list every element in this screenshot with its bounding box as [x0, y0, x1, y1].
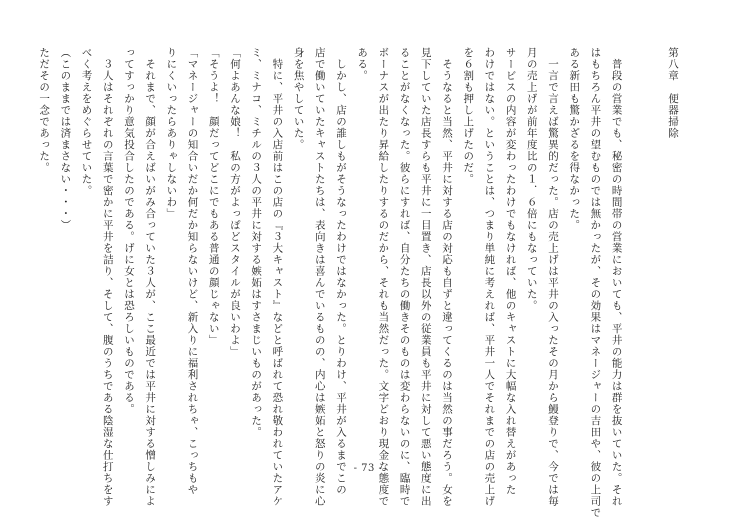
text-line: サービスの内容が変わったわけでもなければ、他のキャストに大幅な入れ替えがあった	[504, 47, 517, 496]
text-line: それまで、顔が合えばいがみ合っていた３人が、ここ最近では平井に対する憎しみによ	[144, 47, 157, 507]
blank-line	[627, 47, 648, 457]
dialogue-line: 「何よあんな娘！ 私の方がよっぽどスタイルが良いわよ」	[228, 47, 241, 358]
text-line: ある。	[356, 47, 369, 82]
blank-line	[0, 47, 33, 457]
dialogue-line: りにくいったらありゃしないわ」	[165, 47, 178, 220]
dialogue-line: 「マネージャーの知合いだか何だか知らないけど、新入りに福利されちゃ、こっちもや	[186, 47, 199, 496]
text-line: 月の売上げが前年度比の１．６倍にもなっていた。	[525, 47, 538, 312]
text-line: そうなると当然、平井に対する店の対応も自ずと違ってくるのは当然の事だろう。女を	[440, 47, 453, 507]
text-line: ボーナスが出たり昇給したりするのだから、それも当然だった。文字どおり現金な態度で	[377, 47, 390, 507]
text-line: 見下していた店長すらも平井に一目置き、店長以外の従業員も平井に対して悪い態度に出	[419, 47, 432, 507]
text-line: しかし、店の誰しもがそうなったわけではなかった。とりわけ、平井が入るまでこの	[334, 47, 347, 496]
text-line: ３人はそれぞれの言葉で密かに平井を詰り、そして、腹のうちである陰湿な仕打ちをす	[101, 47, 114, 507]
text-line: ミ、ミナコ、ミチルの３人の平井に対する嫉妬はすさまじいものがあった。	[250, 47, 263, 438]
text-line: ることがなくなった。彼らにすれば、自分たちの働きそのものは変わらないのに、臨時で	[398, 47, 411, 507]
text-line: 一言で言えば驚異的だった。店の売上げは平井の入ったその月から鰻登りで、今では毎	[547, 47, 559, 507]
page-number: - 73 -	[353, 463, 383, 474]
text-line: を６割も押し上げたのだ。	[462, 47, 475, 185]
text-line: 特に、平井の入店前はこの店の『３大キャスト』などと呼ばれて恐れ敬われていたアケ	[271, 47, 284, 507]
text-line: 店で働いていたキャストたちは、表向きは喜んでいるものの、内心は嫉妬と怒りの炎に心	[313, 47, 326, 507]
text-line: べく考えをめぐらせていた。	[80, 47, 93, 197]
text-line: ある新田も驚かざるを得なかった。	[568, 47, 581, 231]
text-line: わけではない。ということは、つまり単純に考えれば、平井一人でそれまでの店の売上げ	[483, 47, 496, 507]
dialogue-line: 「そうよ！ 顔だってどこにでもある普通の顔じゃない」	[207, 47, 220, 346]
text-line: 普段の営業でも、秘密の時間帯の営業においても、平井の能力は群を抜いていた。それ	[610, 47, 623, 507]
thought-line: （このままでは済まさない・・・）	[59, 47, 72, 231]
text-line: ってすっかり意気投合したのである。げに女とは恐ろしいものである。	[122, 47, 135, 415]
text-line: はもちろん平井の望むものでは無かったが、その効果はマネージャーの吉田や、彼の上司で	[589, 47, 602, 519]
text-line: 身を焦やしていた。	[292, 47, 305, 151]
chapter-heading: 第八章 便器掃除	[667, 47, 679, 139]
text-line: ただその一念であった。	[38, 47, 51, 174]
